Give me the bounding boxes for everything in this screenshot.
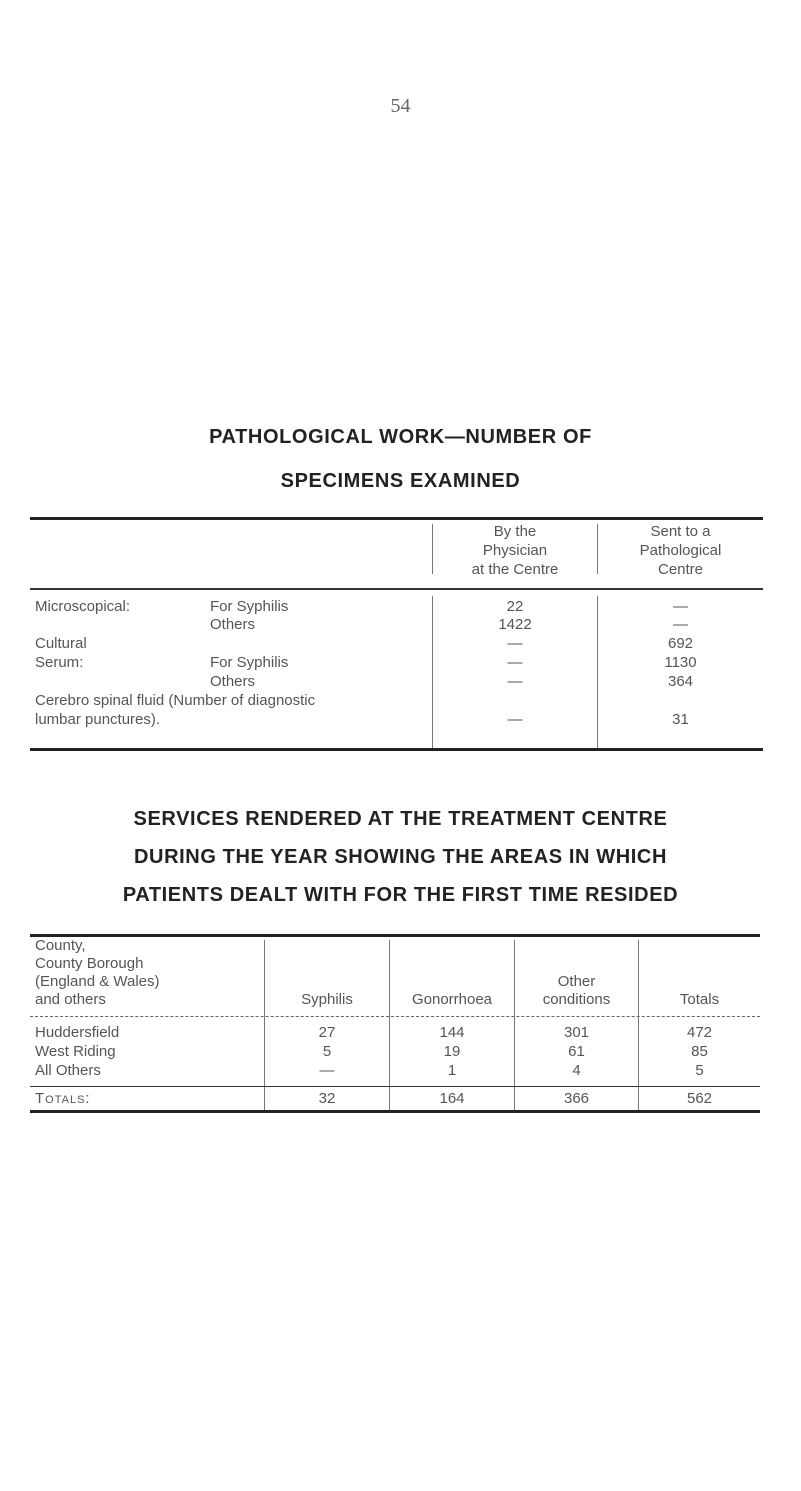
header-other: Other conditions <box>542 973 611 1008</box>
row-label: Cerebro spinal fluid (Number of diagnostic <box>35 692 316 709</box>
row-sub: For Syphilis <box>210 654 289 671</box>
table1-title-line2: SPECIMENS EXAMINED <box>280 470 521 492</box>
cell-syphilis: — <box>319 1062 335 1079</box>
cell-sent: 364 <box>667 673 694 690</box>
row-label: Cultural <box>35 635 87 652</box>
cell-syphilis: 27 <box>318 1024 336 1041</box>
table1-bottom-rule <box>30 748 763 751</box>
header-area: County, County Borough (England & Wales) and others <box>35 937 160 1008</box>
cell-sent: — <box>673 598 688 615</box>
table1-title-line1: PATHOLOGICAL WORK—NUMBER OF <box>209 426 592 448</box>
row-area: Huddersfield <box>35 1024 120 1041</box>
cell-sent: 1130 <box>664 654 697 671</box>
cell-sent: 31 <box>672 711 689 728</box>
total-other: 366 <box>563 1090 590 1107</box>
cell-other: 4 <box>572 1062 581 1079</box>
cell-sent: 692 <box>667 635 694 652</box>
cell-physician: — <box>507 711 523 728</box>
header-syphilis: Syphilis <box>301 991 353 1008</box>
cell-physician: 22 <box>506 598 524 615</box>
cell-physician: — <box>507 635 523 652</box>
cell-totals: 5 <box>695 1062 704 1079</box>
cell-other: 301 <box>563 1024 590 1041</box>
row-label: lumbar punctures). <box>35 711 161 728</box>
total-syphilis: 32 <box>318 1090 336 1107</box>
table1-top-rule <box>30 517 763 520</box>
page-number: 54 <box>390 95 411 117</box>
cell-physician: — <box>507 654 523 671</box>
cell-gonorrhoea: 144 <box>439 1024 465 1041</box>
table2-totals-rule <box>30 1086 760 1087</box>
table2-header-rule <box>30 1016 760 1018</box>
header-gonorrhoea: Gonorrhoea <box>411 991 493 1008</box>
cell-syphilis: 5 <box>322 1043 332 1060</box>
header-totals: Totals <box>679 991 720 1008</box>
total-gonorrhoea: 164 <box>439 1090 465 1107</box>
cell-physician: — <box>507 673 523 690</box>
table2-title-line3: PATIENTS DEALT WITH FOR THE FIRST TIME RESIDED <box>122 884 679 906</box>
cell-sent: — <box>673 616 688 633</box>
table2-title-line2: DURING THE YEAR SHOWING THE AREAS IN WHICH <box>134 846 667 868</box>
row-sub: Others <box>210 616 256 633</box>
header-sent: Sent to a Pathological Centre <box>639 523 722 578</box>
cell-totals: 85 <box>691 1043 708 1060</box>
row-area: All Others <box>35 1062 101 1079</box>
row-area: West Riding <box>35 1043 116 1060</box>
table2-title-line1: SERVICES RENDERED AT THE TREATMENT CENTRE <box>133 808 668 830</box>
row-sub: Others <box>210 673 256 690</box>
totals-label: Totals: <box>35 1090 91 1107</box>
table2-bottom-rule <box>30 1110 760 1113</box>
table1-header-rule <box>30 588 763 590</box>
header-physician: By the Physician at the Centre <box>471 523 559 578</box>
total-totals: 562 <box>686 1090 713 1107</box>
cell-physician: 1422 <box>498 616 532 633</box>
cell-gonorrhoea: 19 <box>443 1043 461 1060</box>
row-label: Serum: <box>35 654 84 671</box>
cell-other: 61 <box>568 1043 585 1060</box>
cell-totals: 472 <box>686 1024 713 1041</box>
cell-gonorrhoea: 1 <box>447 1062 457 1079</box>
row-sub: For Syphilis <box>210 598 289 615</box>
row-label: Microscopical: <box>35 598 131 615</box>
